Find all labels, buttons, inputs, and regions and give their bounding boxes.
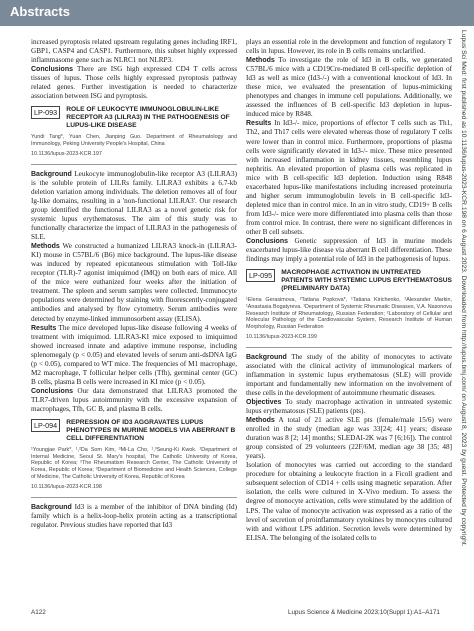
doi-link[interactable]: 10.1136/lupus-2023-KCR.198	[31, 483, 102, 490]
paragraph: Conclusions There are ISG high expressed CD4 T cells across tissues of lupus. Those cells highly expressed pyroptosis pathway related genes. Further investigation is needed to characterize association between ISG and pyroptosis.	[31, 65, 237, 101]
doi-link[interactable]: 10.1136/lupus-2023-KCR.197	[31, 150, 102, 157]
section-label: Conclusions	[31, 66, 74, 74]
abstract-id-badge: LP-095	[246, 269, 275, 282]
doi-link[interactable]: 10.1136/lupus-2023-KCR.199	[246, 333, 317, 340]
abstract-header	[31, 419, 237, 443]
abstract-title: ROLE OF LEUKOCYTE IMMUNOGLOBULIN-LIKE RECEPTOR A3 (LILRA3) IN THE PATHOGENESIS OF LUPUS-LIKE DISEASE	[66, 106, 230, 130]
section-label: Methods	[246, 417, 275, 425]
author-list: ¹Youngjae Park*, ¹,²Da Som Kim, ³Mi-La Cho, ¹,³Seung-Ki Kwok. ¹Department of Internal Medicine, Seoul St. Mary's hospital, The Catholic University of Korea, Republic of Korea; ²The Rheumatism Research Center, The Catholic University of Korea, Republic of Korea; ³Department of Biomedicine and Health Sciences, College of Medicine, The Catholic University of Korea, Republic of Korea	[31, 447, 237, 480]
section-label: Methods	[31, 243, 60, 251]
author-list: Yundi Tang*, Yuan Chen, Jianping Guo. Department of Rheumatology and Immunology, Peking University People's Hospital, China	[31, 134, 237, 148]
abstract-header	[31, 106, 237, 130]
journal-citation: Lupus Science & Medicine 2023;10(Suppl 1):A1–A171	[288, 609, 440, 616]
paragraph: Results In Id3-/- mice, proportions of effector T cells such as Th1, Th2, and Th17 cells were elevated whereas those of regulatory T cells were lower than in control mice. Furthermore, proportions of plasma cells were significantly elevated in Id3-/- mice. These mice presented with increased inflammation in kidney tissues, resembling lupus nephritis. An elevated proportion of plasma cells was replicated in mice with B cell-specific Id3 depletion. Induction using R848 exacerbated lupus-like manifestations including increased proteinuria and higher serum immunoglobulin levels in B cell-specific Id3-depleted mice than in control mice. In an in vitro study, CD19+ B cells from Id3-/- mice were more differentiated into plasma cells than those from control mice. In contrast, there were no significant differences in other B cell subsets.	[246, 119, 452, 236]
section-label: Background	[246, 353, 287, 361]
page-number: A122	[31, 609, 46, 616]
section-label: Methods	[246, 57, 275, 65]
section-label: Results	[31, 324, 57, 332]
abstract-title: MACROPHAGE ACTIVATION IN UNTREATED PATIENTS WITH SYSTEMIC LUPUS ERYTHEMATOSUS (PRELIMINARY DATA)	[281, 269, 452, 293]
copyright-sidebar	[455, 30, 469, 625]
left-column	[31, 38, 237, 530]
paragraph: Results The mice developed lupus-like disease following 4 weeks of treatment with imiquimod. LILRA3-KI mice exposed to imiquimod showed increased innate and adaptive immune response, including splenomegaly (p < 0.05) and elevated levels of serum anti-dsDNA IgG (p < 0.05), compared to WT mice. The frequencies of M1 macrophage, M2 macrophage, T follicular helper cells (Tfh), germinal center (GC) B cells, plasma B cells were increased in KI mice (p < 0.05).	[31, 323, 237, 386]
section-label: Conclusions	[246, 238, 289, 246]
abstract-id-badge: LP-093	[31, 106, 60, 119]
divider	[31, 497, 237, 498]
section-label: Background	[31, 503, 72, 511]
paragraph: Conclusions Our data demonstrated that LILRA3 promoted the TLR7-driven lupus autoimmunity with the excessive expansion of macrophages, Tfh, GC B, and plasma B cells.	[31, 386, 237, 413]
section-header	[0, 0, 474, 26]
section-label: Objectives	[246, 398, 282, 406]
divider	[246, 347, 452, 348]
author-list: ¹Elena Gerasimova, ²Tatiana Popkova*, ¹Tatiana Kirichenko, ²Alexander Markin, ¹Anastasia Bogatyreva. ¹Department of Systemic Rheumatic Diseases, V.A. Nasonova Research Institute of Rheumatology, Russian Federation; ²Laboratory of Cellular and Molecular Pathology of the Cardiovascular System, Research Institute of Human Morphology, Russian Federation	[246, 297, 452, 330]
section-title: Abstracts	[10, 4, 70, 19]
paragraph: Background Id3 is a member of the inhibitor of DNA binding (Id) family which is a helix-loop-helix protein acting as a transcriptional regulator. Previous studies have reported that Id3	[31, 502, 237, 529]
copyright-sidebar-text: Lupus Sci Med: first published as 10.1136/lupus-2023-KCR.198 on 6 August 2023. Downloaded from http://lupus.bmj.com/ on August 8, 2023 by guest. Protected by copyright.	[460, 30, 467, 547]
abstract-title: REPRESSION OF ID3 AGGRAVATES LUPUS PHENOTYPES IN MURINE MODELS VIA ABERRANT B CELL DIFFERENTIATION	[66, 419, 236, 443]
section-label: Results	[246, 120, 272, 128]
paragraph: increased pyroptosis related upstream regulating genes including IRF1, GBP1, CASP4 and CASP1. Furthermore, this subset highly expressed inflammasome gene such as NLRC1 not NLRP3.	[31, 38, 237, 65]
right-column	[246, 38, 452, 543]
paragraph: Objectives To study macrophage activation in untreated systemic lupus erythematosus (SLE) patients (pts).	[246, 397, 452, 416]
section-label: Conclusions	[31, 387, 74, 395]
abstract-id-badge: LP-094	[31, 419, 60, 432]
paragraph: plays an essential role in the development and function of regulatory T cells in lupus. However, its role in B cells remains unclarified.	[246, 38, 452, 56]
paragraph: Methods A total of 21 active SLE pts (female/male 15/6) were enrolled in the study (median age was 33[24; 41] years; disease duration was 8 [2; 14] months; SLEDAI-2K was 7 [6;16]). The control group consisted of 29 volunteers (22F/6M, median age 38 [35; 48] years).	[246, 416, 452, 461]
divider	[31, 164, 237, 165]
paragraph: Methods To investigate the role of Id3 in B cells, we generated C57BL/6 mice with a CD19Cre-mediated B cell-specific depletion of Id3 as well as mice (Id3-/-) with a conventional knockout of Id3. In these mice, we evaluated the presentation of lupus-mimicking phenotypes and changes in immune cell populations. Additionally, we assessed the influences of B cell-specific Id3 depletion in lupus-induced mice by R848.	[246, 56, 452, 119]
paragraph: Methods We constructed a humanized LILRA3 knock-in (LILRA3-KI) mouse in C57BL/6 (B6) mice background. The lupus-like disease was induced by repeated epicutaneous stimulation with Toll-like receptor (TLR)-7 agonist imiquimod (IMQ) on both ears of mice. All of the mice were euthanized four weeks after the initiation of treatment. The spleen and serum samples were collected. Immunocyte populations were determined by staining with fluorescently-conjugated antibodies and analysed by flow cytometry. Serum antibodies were detected by enzyme-linked immunosorbent assay (ELISA).	[31, 242, 237, 323]
paragraph: Conclusions Genetic suppression of Id3 in murine models exacerbated lupus-like disease via aberrant B cell differentiation. These findings may imply a potential role of Id3 in the pathogenesis of lupus.	[246, 237, 452, 264]
paragraph: Isolation of monocytes was carried out according to the standard procedure for obtaining a leukocyte fraction in a Ficoll gradient and subsequent selection of CD14 + cells using magnetic separation. After isolation, the cells were cultured in X-Vivo medium. To assess the degree of monocyte activation, cells were stimulated by the addition of LPS. The value of monocyte activation was expressed as a ratio of the level of secretion of proinflammatory cytokines by monocytes cultured with and without LPS addition. Secretion levels were determined by ELISA. The belonging of the isolated cells to	[246, 461, 452, 542]
paragraph: Background The study of the ability of monocytes to activate associated with the clinical activity of immunological markers of inflammation in systemic lupus erythematosus (SLE) will provide important and fundamentally new information on the involvement of these cells in the development of autoimmune rheumatic diseases.	[246, 352, 452, 397]
section-label: Background	[31, 170, 72, 178]
abstract-header	[246, 269, 452, 293]
paragraph: Background Leukocyte immunoglobulin-like receptor A3 (LILRA3) is the soluble protein of LILRs family. LILRA3 exhibits a 6.7-kb deletion variation among individuals. The deletion removes all of four Ig-like domains, resulting in a 'non-functional LILRA3'. Our research group identified the functional LILRA3 as a novel genetic risk for systemic lupus erythematosus. The aim of this study was to functionally characterize the impact of LILRA3 in the pathogenesis of SLE.	[31, 169, 237, 242]
